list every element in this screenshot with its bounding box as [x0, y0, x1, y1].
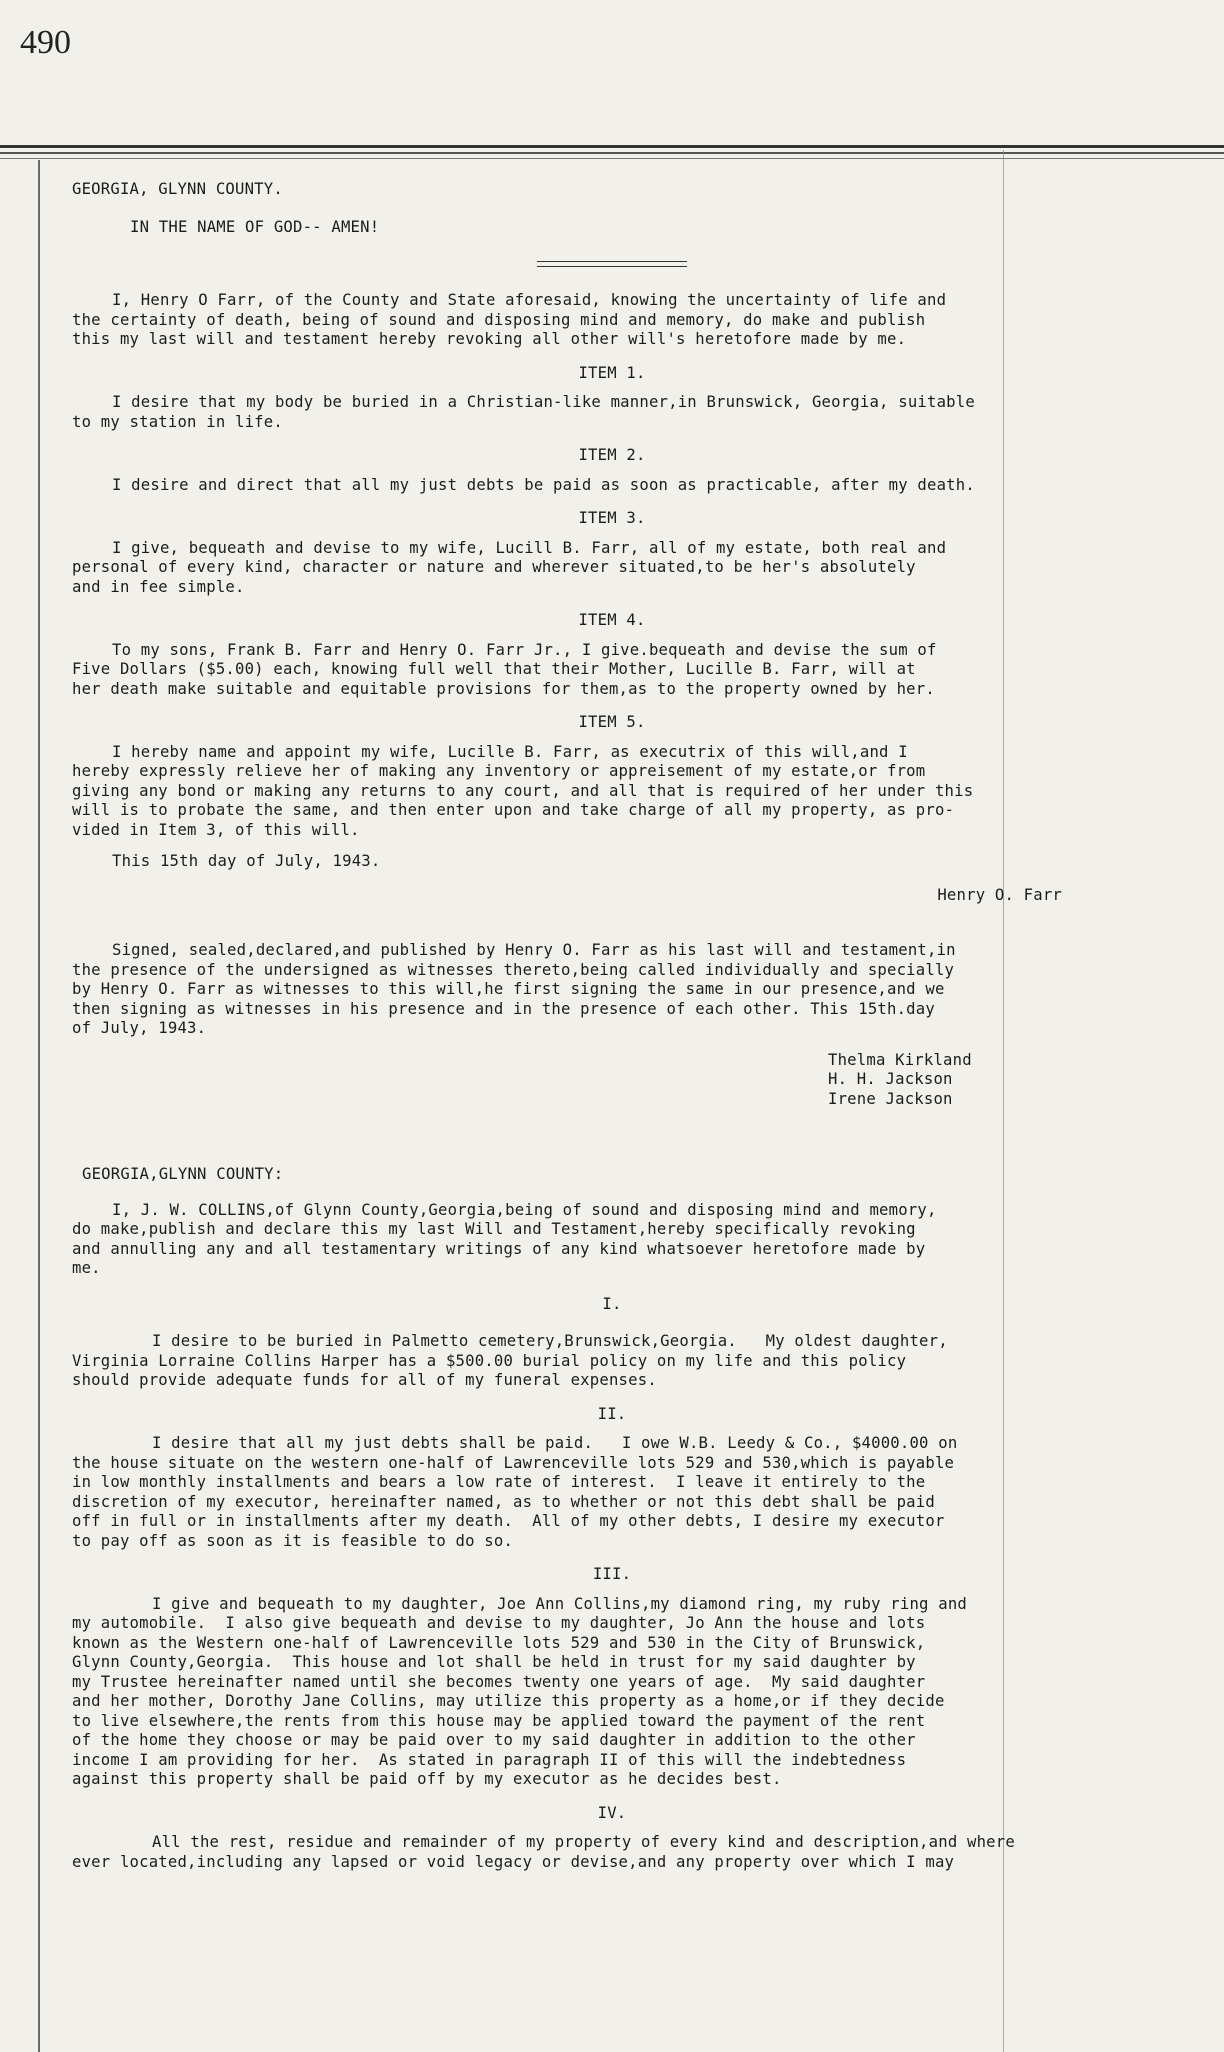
county-header: GEORGIA,GLYNN COUNTY: — [82, 1165, 284, 1183]
section-heading: I. — [602, 1294, 622, 1313]
left-margin-line — [38, 160, 40, 2052]
item-heading: ITEM 1. — [578, 363, 646, 382]
document-body — [72, 180, 1152, 1884]
divider — [537, 266, 687, 267]
item-heading: ITEM 4. — [578, 611, 646, 629]
item-heading: ITEM 3. — [578, 509, 646, 527]
section-heading: II. — [597, 1404, 627, 1423]
section-i: I. I desire to be buried in Palmetto cemetery,Brunswick,Georgia. My oldest daughter, Virginia Lorraine Collins Harper has a $500.00 burial policy on my life and this policy should provide adequate funds for all of my funeral expenses. — [72, 1295, 1152, 1391]
county-header: GEORGIA, GLYNN COUNTY. — [72, 180, 283, 198]
page-number: 490 — [20, 24, 71, 61]
preamble: I, Henry O Farr, of the County and State aforesaid, knowing the uncertainty of life and the certainty of death, being of sound and disposing mind and memory, do make and publish this my last will and testament hereby revoking all other will's heretofore made by me. — [72, 291, 947, 348]
item-4: ITEM 4. To my sons, Frank B. Farr and Henry O. Farr Jr., I give.bequeath and devise the sum of Five Dollars ($5.00) each, knowing full well that their Mother, Lucille B. Farr, will at her death make suitable and equitable provisions for them,as to the property owned by her. — [72, 611, 1152, 699]
will-henry-farr — [72, 180, 1152, 1109]
testator-signature: Henry O. Farr — [937, 885, 1062, 904]
section-heading: III. — [592, 1565, 632, 1583]
section-heading: IV. — [597, 1803, 627, 1822]
section-ii: II. I desire that all my just debts shall be paid. I owe W.B. Leedy & Co., $4000.00 on the house situate on the western one-half of Lawrenceville lots 529 and 530,which is payable in low monthly installments and bears a low rate of interest. I leave it entirely to the discretion of my executor, hereinafter named, as to whether or not this debt shall be paid off in full or in installments after my death. All of my other debts, I desire my executor to pay off as soon as it is feasible to do so. — [72, 1405, 1152, 1552]
witness-list — [72, 1051, 1152, 1110]
date-line: This 15th day of July, 1943. — [112, 852, 381, 870]
divider — [537, 261, 687, 262]
attestation-clause: Signed, sealed,declared,and published by Henry O. Farr as his last will and testament,in the presence of the undersigned as witnesses thereto,being called individually and specially by Henry O. Farr as witnesses to this will,he first signing the same in our presence,and we then signing as witnesses in his presence and in the presence of each other. This 15th.day of July, 1943. — [72, 941, 956, 1037]
item-5: ITEM 5. I hereby name and appoint my wife, Lucille B. Farr, as executrix of this will,and I hereby expressly relieve her of making any inventory or appreisement of my estate,or from giving any bond or making any returns to any court, and all that is required of her under this will is to probate the same, and then enter upon and take charge of all my property, as pro- vided in Item 3, of this will. — [72, 713, 1152, 840]
item-heading: ITEM 2. — [578, 446, 646, 464]
will-jw-collins — [72, 1165, 1152, 1872]
top-rule-second — [0, 152, 1224, 154]
top-rule-third — [0, 158, 1224, 159]
top-rule — [0, 145, 1224, 148]
item-heading: ITEM 5. — [578, 713, 646, 731]
witness-name: Irene Jackson — [828, 1089, 953, 1108]
section-iii: III. I give and bequeath to my daughter, Joe Ann Collins,my diamond ring, my ruby ring and my automobile. I also give bequeath and devise to my daughter, Jo Ann the house and lots known as the Western one-half of Lawrenceville lots 529 and 530 in the City of Brunswick, Glynn County,Georgia. This house and lot shall be held in trust for my said daughter by my Trustee hereinafter named until she becomes twenty one years of age. My said daughter and her mother, Dorothy Jane Collins, may utilize this property as a home,or if they decide to live elsewhere,the rents from this house may be applied toward the payment of the rent of the home they choose or may be paid over to my said daughter in addition to the other income I am providing for her. As stated in paragraph II of this will the indebtedness against this property shall be paid off by my executor as he decides best. — [72, 1565, 1152, 1790]
section-iv: IV. All the rest, residue and remainder of my property of every kind and description,and where ever located,including any lapsed or void legacy or devise,and any property over which I may — [72, 1804, 1152, 1873]
invocation: IN THE NAME OF GOD-- AMEN! — [130, 217, 380, 236]
item-1: ITEM 1. I desire that my body be buried in a Christian-like manner,in Brunswick, Georgia, suitable to my station in life. — [72, 364, 1152, 433]
preamble: I, J. W. COLLINS,of Glynn County,Georgia,being of sound and disposing mind and memory, do make,publish and declare this my last Will and Testament,hereby specifically revoking and annulling any and all testamentary writings of any kind whatsoever heretofore made by me. — [72, 1200, 937, 1277]
witness-name: Thelma Kirkland — [828, 1050, 972, 1069]
item-3: ITEM 3. I give, bequeath and devise to my wife, Lucill B. Farr, all of my estate, both real and personal of every kind, character or nature and wherever situated,to be her's absolutely and in fee simple. — [72, 509, 1152, 597]
witness-name: H. H. Jackson — [828, 1070, 953, 1088]
item-2: ITEM 2. I desire and direct that all my just debts be paid as soon as practicable, after my death. — [72, 446, 1152, 495]
